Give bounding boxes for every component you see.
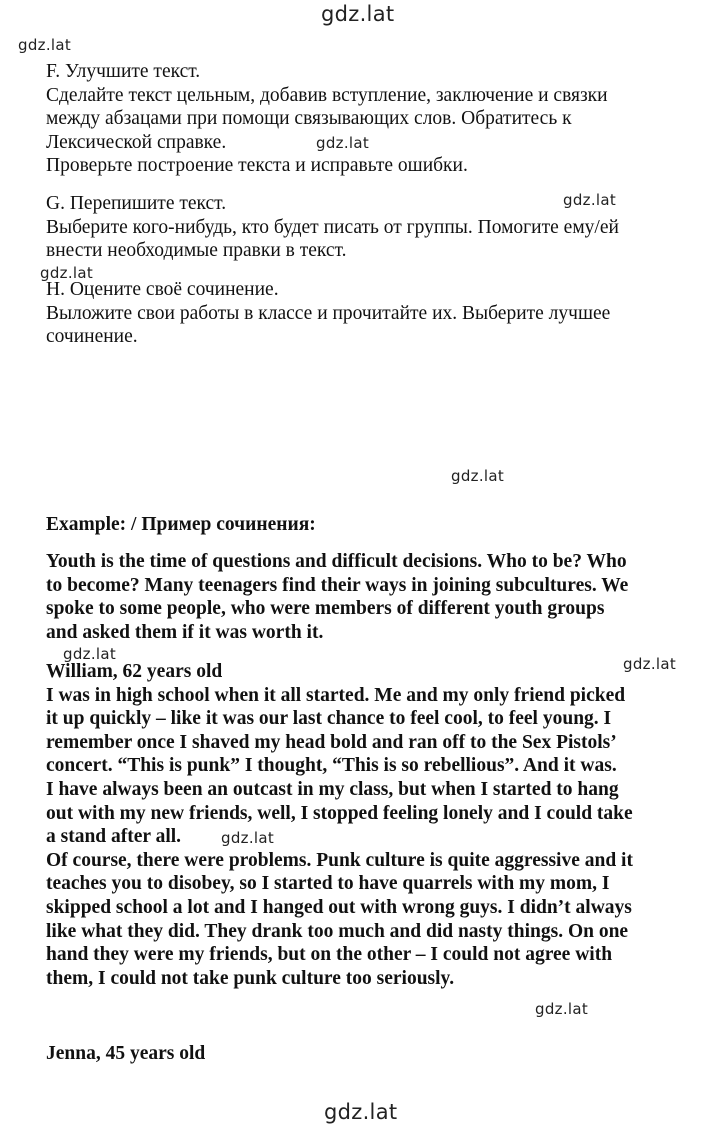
task-f-line: F. Улучшите текст.: [46, 61, 201, 82]
task-h-line: Выложите свои работы в классе и прочитайте их. Выберите лучшее: [46, 302, 611, 324]
watermark: gdz.lat: [623, 655, 677, 673]
intro-line: spoke to some people, who were members of different youth groups: [46, 598, 605, 620]
watermark: gdz.lat: [18, 36, 72, 54]
william-line: skipped school a lot and I hanged out with wrong guys. I didn’t always: [46, 896, 632, 918]
watermark-bottom: gdz.lat: [324, 1100, 398, 1124]
william-heading: William, 62 years old: [46, 661, 223, 682]
task-f-line: Проверьте построение текста и исправьте ошибки.: [46, 155, 468, 177]
watermark: gdz.lat: [40, 264, 94, 282]
william-line: remember once I shaved my head bold and ran off to the Sex Pistols’: [46, 731, 617, 753]
task-f-line: между абзацами при помощи связывающих слов. Обратитесь к: [46, 108, 572, 130]
task-h-line: сочинение.: [46, 326, 138, 348]
jenna-heading: Jenna, 45 years old: [46, 1043, 206, 1064]
task-f-line: Сделайте текст цельным, добавив вступление, заключение и связки: [46, 84, 608, 106]
intro-line: and asked them if it was worth it.: [46, 621, 324, 643]
example-heading: Example: / Пример сочинения:: [46, 514, 316, 535]
william-line: I was in high school when it all started. Me and my only friend picked: [46, 684, 626, 706]
task-g-line: G. Перепишите текст.: [46, 193, 227, 214]
task-g-line: Выберите кого-нибудь, кто будет писать от группы. Помогите ему/ей: [46, 216, 619, 238]
watermark: gdz.lat: [535, 1000, 589, 1018]
task-f: [46, 60, 666, 178]
william-line: out with my new friends, well, I stopped feeling lonely and I could take: [46, 802, 633, 824]
watermark: gdz.lat: [221, 829, 275, 847]
example-intro: [46, 550, 666, 644]
watermark: gdz.lat: [563, 191, 617, 209]
william-line: Of course, there were problems. Punk culture is quite aggressive and it: [46, 849, 633, 871]
william-line: them, I could not take punk culture too seriously.: [46, 967, 455, 989]
william-line: a stand after all.: [46, 826, 182, 848]
task-g-line: внести необходимые правки в текст.: [46, 240, 347, 262]
william-line: it up quickly – like it was our last chance to feel cool, to feel young. I: [46, 708, 612, 730]
watermark-top: gdz.lat: [321, 2, 395, 26]
watermark: gdz.lat: [451, 467, 505, 485]
william-line: I have always been an outcast in my class, but when I started to hang: [46, 778, 619, 800]
task-f-line: Лексической справке.: [46, 131, 227, 153]
william-line: concert. “This is punk” I thought, “This is so rebellious”. And it was.: [46, 755, 617, 777]
william-line: like what they did. They drank too much and did nasty things. On one: [46, 920, 629, 942]
watermark: gdz.lat: [63, 645, 117, 663]
task-g: [46, 192, 666, 263]
william-line: hand they were my friends, but on the other – I could not agree with: [46, 944, 613, 966]
task-h-line: H. Оцените своё сочинение.: [46, 279, 279, 300]
william-line: teaches you to disobey, so I started to have quarrels with my mom, I: [46, 873, 610, 895]
intro-line: Youth is the time of questions and difficult decisions. Who to be? Who: [46, 551, 627, 572]
watermark: gdz.lat: [316, 134, 370, 152]
task-h: [46, 278, 666, 349]
intro-line: to become? Many teenagers find their ways in joining subcultures. We: [46, 574, 629, 596]
william-section: [46, 660, 666, 990]
